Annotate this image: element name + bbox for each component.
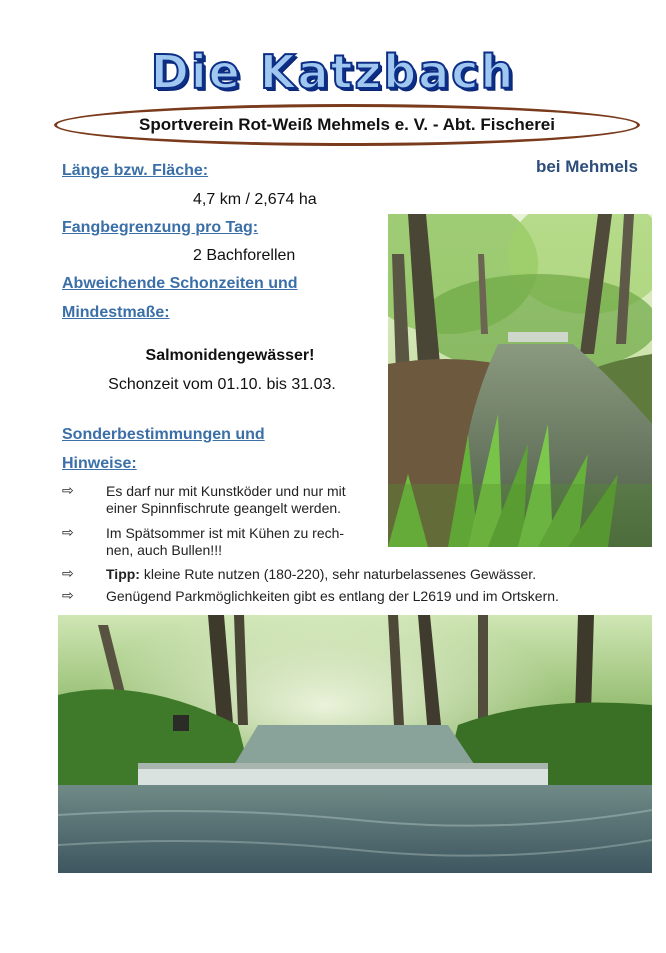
special-heading-line2: Hinweise: <box>62 455 137 472</box>
length-value: 4,7 km / 2,674 ha <box>193 191 317 208</box>
bullet-text <box>106 566 536 583</box>
list-item <box>62 483 346 517</box>
bullet-line: Im Spätsommer ist mit Kühen zu rech- <box>106 525 345 541</box>
arrow-icon: ⇨ <box>62 588 74 604</box>
closed-heading-line2: Mindestmaße: <box>62 304 170 321</box>
page-title: Die Katzbach <box>150 45 516 99</box>
salmon-note: Salmonidengewässer! <box>145 347 315 364</box>
closed-heading-line1: Abweichende Schonzeiten und <box>62 275 298 292</box>
bullet-text: Genügend Parkmöglichkeiten gibt es entlang der L2619 und im Ortskern. <box>106 588 559 604</box>
list-item <box>62 588 559 605</box>
location-label: bei Mehmels <box>535 157 638 176</box>
bullet-line: nen, auch Bullen!!! <box>106 542 222 558</box>
arrow-icon: ⇨ <box>62 483 74 499</box>
special-heading-line1: Sonderbestimmungen und <box>62 426 265 443</box>
bullet-line: kleine Rute nutzen (180-220), sehr naturbelassenes Gewässer. <box>139 566 537 582</box>
length-heading: Länge bzw. Fläche: <box>62 162 209 179</box>
closed-season: Schonzeit vom 01.10. bis 31.03. <box>108 376 336 393</box>
bullet-text <box>106 525 344 559</box>
catch-heading: Fangbegrenzung pro Tag: <box>62 219 259 236</box>
club-name: Sportverein Rot-Weiß Mehmels e. V. - Abt. Fischerei <box>139 115 555 134</box>
bullet-text <box>106 483 346 517</box>
bullet-line: einer Spinnfischrute geangelt werden. <box>106 500 342 516</box>
bullet-line: Es darf nur mit Kunstköder und nur mit <box>106 483 346 499</box>
list-item <box>62 566 536 583</box>
arrow-icon: ⇨ <box>62 566 74 582</box>
catch-value: 2 Bachforellen <box>193 247 296 264</box>
arrow-icon: ⇨ <box>62 525 74 541</box>
weir-photo <box>58 615 652 873</box>
tip-label: Tipp: <box>106 566 140 582</box>
creek-photo <box>388 214 652 547</box>
club-oval <box>54 104 640 146</box>
list-item <box>62 525 344 559</box>
